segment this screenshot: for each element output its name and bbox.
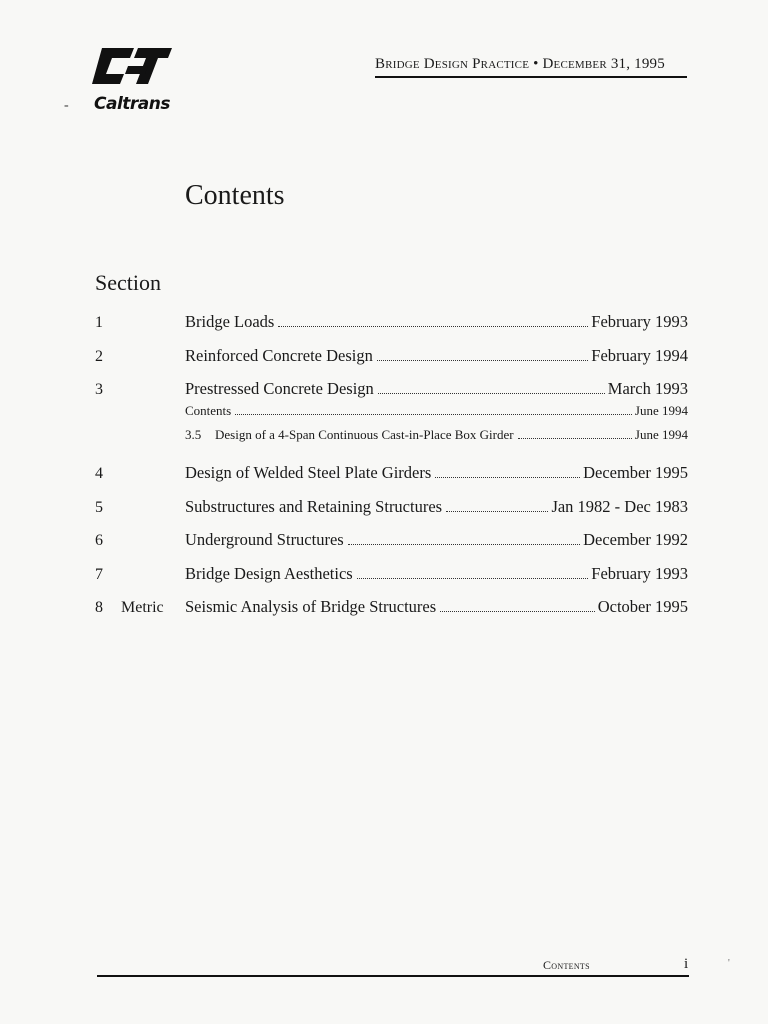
header-separator: • xyxy=(533,56,539,72)
toc-entry-title: Bridge Design Aesthetics xyxy=(185,563,353,583)
toc-subentry-date: June 1994 xyxy=(634,427,688,442)
page-title: Contents xyxy=(185,180,285,211)
toc-entry-date: February 1993 xyxy=(591,563,688,583)
dot-leader xyxy=(278,326,588,327)
toc-entry-4 xyxy=(95,463,688,497)
toc-subentry-title: Contents xyxy=(185,403,232,418)
running-header xyxy=(375,56,687,78)
caltrans-ct-logo-icon xyxy=(88,44,176,92)
toc-entry-6 xyxy=(95,530,688,564)
toc-entry-title: Reinforced Concrete Design xyxy=(185,345,373,365)
toc-entry-number: 7 xyxy=(95,565,103,583)
toc-subentry-title: Design of a 4-Span Continuous Cast-in-Place Box Girder xyxy=(215,427,514,442)
toc-entry-7 xyxy=(95,564,688,598)
toc-entry-title: Bridge Loads xyxy=(185,312,275,331)
toc-entry-date: March 1993 xyxy=(607,379,688,398)
toc-entry-tag: Metric xyxy=(121,599,164,616)
toc-entry-number: 6 xyxy=(95,532,103,549)
footer-page-number: i xyxy=(684,956,689,972)
table-of-contents xyxy=(95,312,688,631)
toc-entry-title: Substructures and Retaining Structures xyxy=(185,496,443,516)
dot-leader xyxy=(348,544,580,545)
toc-entry-number: 8 xyxy=(95,599,103,616)
toc-entry-number: 2 xyxy=(95,347,103,365)
margin-dash: - xyxy=(64,98,69,113)
toc-entry-number: 5 xyxy=(95,498,103,516)
toc-entry-number: 3 xyxy=(95,381,103,398)
toc-entry-date: February 1993 xyxy=(591,312,688,331)
toc-entry-number: 4 xyxy=(95,465,103,482)
scan-speck: ' xyxy=(728,958,730,969)
toc-entry-date: February 1994 xyxy=(591,345,688,365)
toc-entry-title: Seismic Analysis of Bridge Structures xyxy=(185,597,437,616)
caltrans-logo xyxy=(88,44,178,116)
toc-entry-3 xyxy=(95,379,688,403)
toc-entry-8 xyxy=(95,597,688,631)
toc-subentry-number: 3.5 xyxy=(185,427,202,442)
dot-leader xyxy=(446,511,548,512)
toc-entry-title: Prestressed Concrete Design xyxy=(185,379,374,398)
toc-entry-date: December 1992 xyxy=(583,530,688,549)
dot-leader xyxy=(435,477,580,478)
toc-entry-title: Underground Structures xyxy=(185,530,344,549)
header-date: December 31, 1995 xyxy=(542,56,665,72)
dot-leader xyxy=(357,578,589,579)
header-rule xyxy=(375,76,687,78)
dot-leader xyxy=(378,393,605,394)
toc-entry-date: Jan 1982 - Dec 1983 xyxy=(551,496,688,516)
toc-subentry-date: June 1994 xyxy=(634,403,688,418)
toc-entry-2 xyxy=(95,346,688,380)
toc-entry-number: 1 xyxy=(95,314,103,331)
toc-entry-date: December 1995 xyxy=(583,463,688,482)
footer-rule xyxy=(97,975,689,977)
dot-leader xyxy=(235,414,632,415)
toc-entry-title: Design of Welded Steel Plate Girders xyxy=(185,463,432,482)
toc-subentry-3-5 xyxy=(95,427,688,451)
dot-leader xyxy=(518,438,632,439)
caltrans-wordmark: Caltrans xyxy=(94,94,170,114)
footer-section-label: Contents xyxy=(543,958,590,972)
dot-leader xyxy=(440,611,595,612)
toc-subentry-3-contents xyxy=(95,403,688,427)
toc-entry-1 xyxy=(95,312,688,346)
section-column-label: Section xyxy=(95,270,161,295)
dot-leader xyxy=(377,360,588,361)
toc-entry-5 xyxy=(95,497,688,531)
header-book-title: Bridge Design Practice xyxy=(375,56,530,72)
toc-entry-date: October 1995 xyxy=(597,597,688,616)
